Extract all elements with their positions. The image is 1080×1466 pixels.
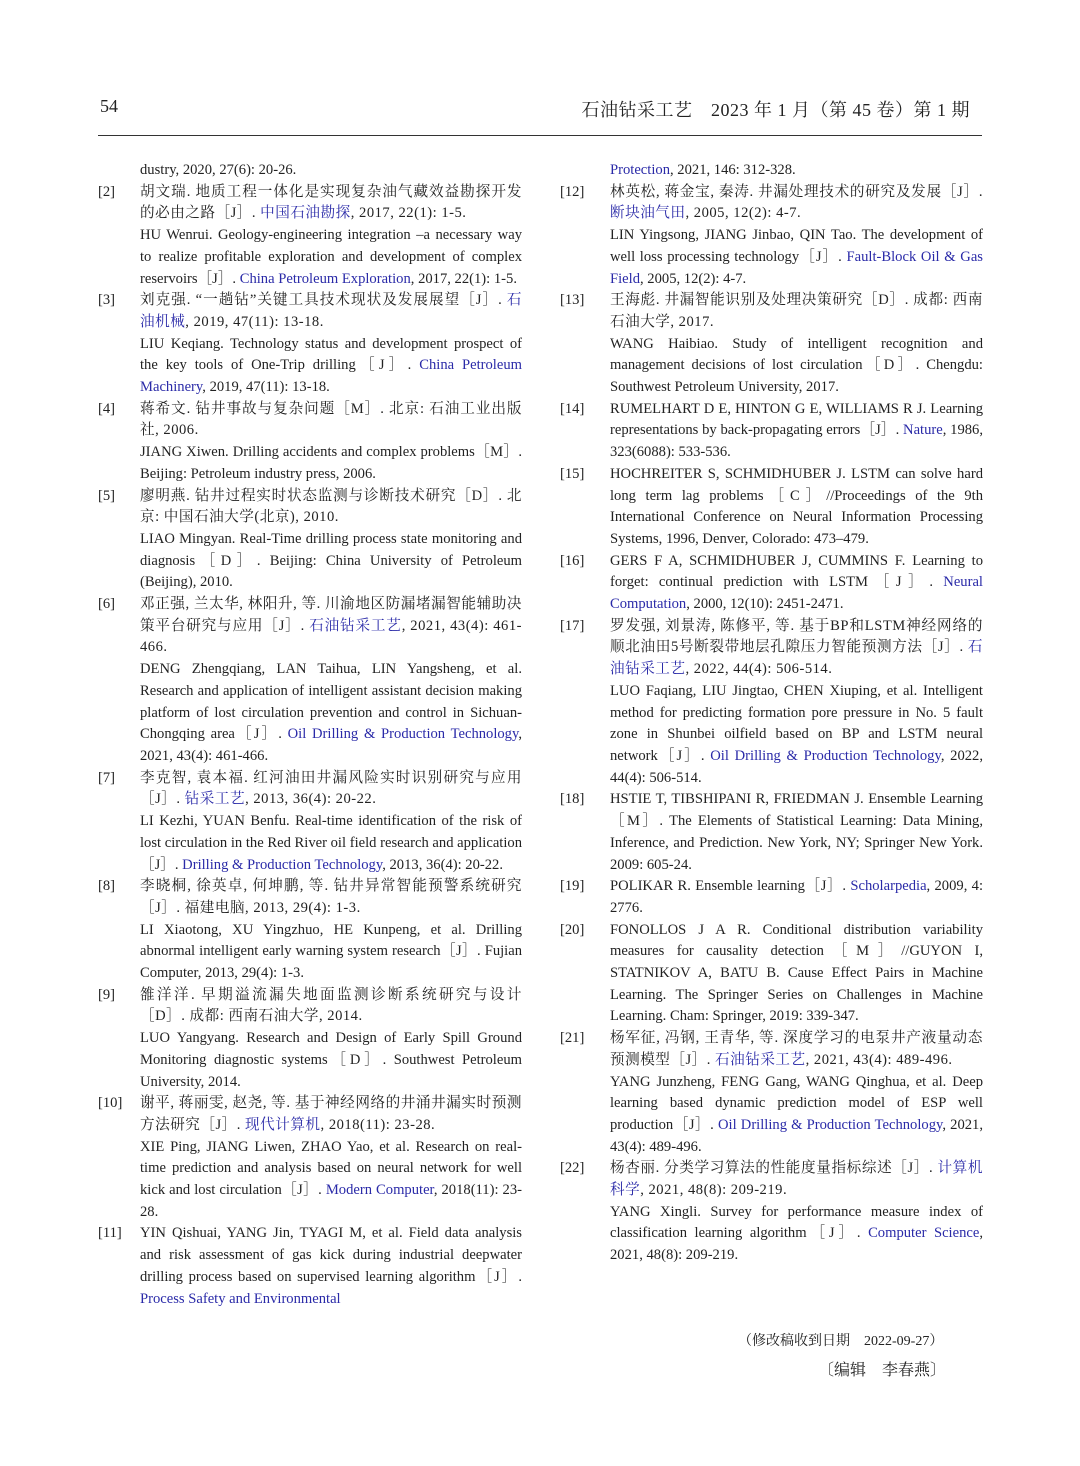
reference-body: JIANG Xiwen. Drilling accidents and complex problems［M］. Beijing: Petroleum industry press, 2006.: [140, 444, 522, 482]
page-header: [98, 96, 982, 132]
reference-text-en: [140, 1028, 522, 1093]
reference-text-en: [140, 1223, 522, 1310]
reference-body: HSTIE T, TIBSHIPANI R, FRIEDMAN J. Ensemble Learning［M］. The Elements of Statistical Learning: Data Mining, Inference, and Prediction. New York, NY; Springer New York. 2009: 605-24.: [610, 791, 983, 873]
left-column: [98, 160, 522, 1310]
reference-text-en: [610, 920, 983, 1029]
reference-tail: , 2013, 36(4): 20-22.: [245, 791, 377, 808]
reference-tail: , 2021, 43(4): 461-466.: [140, 617, 522, 656]
reference-item: [560, 876, 983, 919]
reference-body: 雒洋洋. 早期溢流漏失地面监测诊断系统研究与设计［D］. 成都: 西南石油大学, 2014.: [140, 986, 522, 1025]
journal-link[interactable]: 现代计算机: [245, 1116, 321, 1133]
reference-item: [98, 290, 522, 399]
reference-tail: , 2021, 48(8): 209-219.: [640, 1182, 788, 1199]
reference-body: YIN Qishuai, YANG Jin, TYAGI M, et al. Field data analysis and risk assessment of gas kick during industrial deepwater drilling process based on supervised learning algorithm［J］.: [140, 1225, 522, 1285]
right-column: [560, 160, 983, 1267]
reference-body: LUO Faqiang, LIU Jingtao, CHEN Xiuping, et al. Intelligent method for predicting formation pore pressure in No. 5 fault zone in Shunbei oilfield based on BP and LSTM neural network［J］.: [610, 682, 983, 764]
reference-item: [98, 876, 522, 985]
journal-link[interactable]: Modern Computer: [325, 1182, 434, 1199]
journal-link[interactable]: 中国石油勘探: [260, 205, 351, 222]
reference-text-en: [610, 1072, 983, 1159]
reference-number: [21]: [560, 1030, 585, 1047]
reference-number: [13]: [560, 292, 585, 309]
journal-link[interactable]: 石油钻采工艺: [715, 1051, 806, 1068]
reference-text-zh: [140, 290, 522, 333]
reference-continuation: [98, 160, 522, 182]
reference-body: 廖明燕. 钻井过程实时状态监测与诊断技术研究［D］. 北京: 中国石油大学(北京), 2010.: [140, 487, 522, 526]
reference-item: [98, 985, 522, 1094]
reference-tail: , 1986, 323(6088): 533-536.: [610, 422, 983, 461]
reference-text-zh: [140, 594, 522, 659]
reference-text-en: [140, 811, 522, 876]
reference-tail: , 2017, 22(1): 1-5.: [410, 270, 517, 287]
left-reference-list: [98, 182, 522, 1311]
reference-body: 杨军征, 冯钢, 王青华, 等. 深度学习的电泵井产液量动态预测模型［J］.: [610, 1030, 983, 1068]
reference-item: [98, 486, 522, 595]
reference-text-en: [140, 659, 522, 768]
reference-text-en: [610, 789, 983, 876]
reference-body: LUO Yangyang. Research and Design of Early Spill Ground Monitoring diagnostic systems［D］. Southwest Petroleum University, 2014.: [140, 1030, 522, 1090]
reference-text-zh: [140, 182, 522, 225]
reference-body: DENG Zhengqiang, LAN Taihua, LIN Yangsheng, et al. Research and application of intelligent assistant decision making platform of lost circulation prevention and control in Sichuan-Chongqing area［J］.: [140, 661, 522, 743]
reference-text-en: [610, 225, 983, 290]
continuation-text: , 2021, 146: 312-328.: [670, 162, 796, 178]
journal-link[interactable]: China Petroleum Exploration: [239, 270, 411, 287]
reference-tail: , 2018(11): 23-28.: [320, 1116, 436, 1133]
reference-text-zh: [140, 876, 522, 919]
journal-link[interactable]: Drilling & Production Technology: [182, 856, 383, 873]
reference-item: [98, 768, 522, 877]
reference-number: [16]: [560, 552, 585, 569]
reference-number: [2]: [98, 183, 116, 200]
reference-number: [8]: [98, 878, 116, 895]
reference-body: RUMELHART D E, HINTON G E, WILLIAMS R J. Learning representations by back-propagating errors［J］.: [610, 400, 983, 439]
reference-item: [560, 464, 983, 551]
reference-tail: , 2019, 47(11): 13-18.: [202, 379, 330, 396]
journal-link[interactable]: Neural Computation: [610, 574, 983, 613]
journal-link[interactable]: 石油钻采工艺: [610, 639, 983, 678]
reference-number: [20]: [560, 921, 585, 938]
reference-body: LI Kezhi, YUAN Benfu. Real-time identification of the risk of lost circulation in the Red River oil field research and application［J］.: [140, 813, 522, 873]
reference-text-zh: [140, 486, 522, 529]
reference-text-zh: [140, 768, 522, 811]
reference-text-zh: [140, 1093, 522, 1136]
journal-link[interactable]: 钻采工艺: [184, 791, 246, 808]
reference-text-en: [140, 334, 522, 399]
reference-body: 谢平, 蒋丽雯, 赵尧, 等. 基于神经网络的井涌井漏实时预测方法研究［J］.: [140, 1095, 522, 1133]
reference-tail: , 2022, 44(4): 506-514.: [685, 661, 833, 678]
reference-body: XIE Ping, JIANG Liwen, ZHAO Yao, et al. Research on real-time prediction and analysis based on neural network for well kick and lost circulation［J］.: [140, 1138, 522, 1199]
reference-number: [15]: [560, 465, 585, 482]
header-rule: [98, 135, 982, 136]
journal-link[interactable]: 计算机科学: [610, 1160, 983, 1199]
journal-link[interactable]: 断块油气田: [610, 205, 686, 222]
reference-body: LIN Yingsong, JIANG Jinbao, QIN Tao. The development of well loss processing technology［J］.: [610, 227, 983, 265]
reference-number: [4]: [98, 400, 116, 417]
reference-text-en: [140, 920, 522, 985]
journal-link[interactable]: Scholarpedia: [850, 878, 927, 895]
reference-body: 杨杏丽. 分类学习算法的性能度量指标综述［J］.: [610, 1160, 938, 1177]
reference-item: [560, 399, 983, 464]
reference-text-en: [140, 1137, 522, 1224]
reference-body: LIAO Mingyan. Real-Time drilling process state monitoring and diagnosis［D］. Beijing: China University of Petroleum (Beijing), 2010.: [140, 530, 522, 591]
reference-text-zh: [140, 399, 522, 442]
reference-text-en: [140, 225, 522, 290]
page-number: 54: [100, 96, 118, 116]
reference-text-zh: [610, 1158, 983, 1201]
reference-tail: , 2021, 43(4): 489-496.: [610, 1116, 984, 1155]
reference-tail: , 2021, 48(8): 209-219.: [610, 1225, 983, 1264]
reference-number: [17]: [560, 617, 585, 634]
journal-link[interactable]: Protection: [610, 162, 670, 178]
reference-text-en: [140, 442, 522, 485]
reference-tail: , 2018(11): 23-28.: [140, 1182, 522, 1220]
reference-body: LI Xiaotong, XU Yingzhuo, HE Kunpeng, et al. Drilling abnormal intelligent early warning system research［J］. Fujian Computer, 2013, 29(4): 1-3.: [140, 921, 522, 982]
reference-body: HOCHREITER S, SCHMIDHUBER J. LSTM can solve hard long term lag problems［C］//Proceedings of the 9th International Conference on Neural Information Processing Systems, 1996, Denver, Colorado: 473–479.: [610, 465, 983, 547]
reference-item: [560, 616, 983, 790]
reference-body: YANG Junzheng, FENG Gang, WANG Qinghua, et al. Deep learning based dynamic prediction model of ESP well production［J］.: [610, 1073, 983, 1133]
reference-item: [98, 1093, 522, 1223]
reference-body: YANG Xingli. Survey for performance measure index of classification learning algorithm［J］.: [610, 1203, 983, 1242]
reference-number: [9]: [98, 986, 116, 1003]
journal-link[interactable]: 石油机械: [140, 292, 522, 330]
reference-text-en: [610, 876, 983, 919]
reference-text-en: [610, 681, 983, 790]
journal-link[interactable]: China Petroleum Machinery: [140, 357, 522, 396]
reference-text-zh: [140, 985, 522, 1028]
reference-body: 李晓桐, 徐英卓, 何坤鹏, 等. 钻井异常智能预警系统研究［J］. 福建电脑, 2013, 29(4): 1-3.: [140, 878, 522, 916]
reference-body: 刘克强. “一趟钻”关键工具技术现状及发展展望［J］.: [140, 292, 507, 309]
reference-body: 罗发强, 刘景涛, 陈修平, 等. 基于BP和LSTM神经网络的顺北油田5号断裂带地层孔隙压力智能预测方法［J］.: [610, 617, 983, 656]
revision-date-note: （修改稿收到日期 2022-09-27）: [738, 1334, 944, 1349]
reference-body: 王海彪. 井漏智能识别及处理决策研究［D］. 成都: 西南石油大学, 2017.: [610, 292, 983, 330]
reference-item: [98, 182, 522, 291]
reference-item: [560, 551, 983, 616]
reference-item: [560, 182, 983, 291]
reference-item: [98, 594, 522, 768]
reference-tail: , 2017, 22(1): 1-5.: [350, 205, 467, 222]
reference-text-en: [140, 529, 522, 594]
reference-item: [560, 1158, 983, 1267]
reference-item: [560, 789, 983, 876]
reference-body: WANG Haibiao. Study of intelligent recognition and management decisions of lost circulation［D］. Chengdu: Southwest Petroleum University, 2017.: [610, 335, 983, 396]
continuation-text: dustry, 2020, 27(6): 20-26.: [140, 162, 297, 178]
reference-text-zh: [610, 1028, 983, 1071]
reference-item: [560, 1028, 983, 1158]
reference-tail: , 2005, 12(2): 4-7.: [685, 205, 802, 222]
reference-number: [19]: [560, 878, 585, 895]
reference-number: [6]: [98, 596, 116, 613]
reference-item: [560, 290, 983, 399]
reference-tail: , 2019, 47(11): 13-18.: [185, 313, 324, 330]
journal-link[interactable]: Computer Science: [868, 1225, 980, 1242]
reference-text-en: [610, 464, 983, 551]
reference-number: [10]: [98, 1095, 123, 1112]
reference-body: 李克智, 袁本福. 红河油田井漏风险实时识别研究与应用［J］.: [140, 769, 522, 808]
reference-number: [3]: [98, 292, 116, 309]
reference-tail: , 2021, 43(4): 489-496.: [805, 1051, 953, 1068]
reference-tail: , 2000, 12(10): 2451-2471.: [686, 596, 844, 613]
reference-number: [7]: [98, 769, 116, 786]
editor-note: 〔编辑 李春燕〕: [818, 1362, 947, 1379]
reference-body: POLIKAR R. Ensemble learning［J］.: [610, 878, 851, 895]
reference-body: 邓正强, 兰太华, 林阳升, 等. 川渝地区防漏堵漏智能辅助决策平台研究与应用［J］.: [140, 596, 522, 634]
journal-link[interactable]: Process Safety and Environmental: [140, 1290, 341, 1307]
reference-text-en: [610, 399, 983, 464]
reference-item: [560, 920, 983, 1029]
reference-number: [22]: [560, 1160, 585, 1177]
journal-info: 石油钻采工艺 2023 年 1 月（第 45 卷）第 1 期: [581, 100, 970, 120]
journal-link[interactable]: Fault-Block Oil & Gas Field: [610, 248, 983, 287]
reference-item: [98, 1223, 522, 1310]
reference-text-zh: [610, 182, 983, 225]
journal-link[interactable]: Nature: [903, 422, 943, 439]
reference-body: 胡文瑞. 地质工程一体化是实现复杂油气藏效益勘探开发的必由之路［J］.: [140, 183, 522, 222]
right-reference-list: [560, 182, 983, 1267]
reference-tail: , 2021, 43(4): 461-466.: [140, 726, 522, 764]
reference-text-en: [610, 334, 983, 399]
journal-link[interactable]: Oil Drilling & Production Technology: [710, 747, 941, 764]
journal-link[interactable]: Oil Drilling & Production Technology: [287, 726, 519, 743]
journal-link[interactable]: 石油钻采工艺: [309, 617, 402, 634]
reference-tail: , 2009, 4: 2776.: [610, 878, 983, 916]
reference-number: [18]: [560, 791, 585, 808]
reference-body: HU Wenrui. Geology-engineering integration –a necessary way to realize profitable exploration and development of complex reservoirs［J］.: [140, 227, 522, 287]
reference-body: 蒋希文. 钻井事故与复杂问题［M］. 北京: 石油工业出版社, 2006.: [140, 400, 522, 439]
reference-continuation: [560, 160, 983, 182]
reference-body: 林英松, 蒋金宝, 秦涛. 井漏处理技术的研究及发展［J］.: [610, 183, 983, 200]
reference-body: FONOLLOS J A R. Conditional distribution variability measures for causality detection［M］//GUYON I, STATNIKOV A, BATU B. Cause Effect Pairs in Machine Learning. The Springer Series on Challenges in Machine Learning. Cham: Springer, 2019: 339-347.: [610, 921, 983, 1025]
reference-item: [98, 399, 522, 486]
reference-number: [12]: [560, 183, 585, 200]
reference-tail: , 2022, 44(4): 506-514.: [610, 747, 983, 786]
reference-body: LIU Keqiang. Technology status and development prospect of the key tools of One-Trip drilling［J］.: [140, 335, 522, 374]
reference-tail: , 2013, 36(4): 20-22.: [382, 856, 503, 873]
reference-text-zh: [610, 616, 983, 681]
reference-number: [5]: [98, 487, 116, 504]
journal-link[interactable]: Oil Drilling & Production Technology: [717, 1116, 943, 1133]
reference-text-en: [610, 551, 983, 616]
reference-body: GERS F A, SCHMIDHUBER J, CUMMINS F. Learning to forget: continual prediction with LSTM［J］.: [610, 552, 983, 591]
reference-number: [11]: [98, 1225, 122, 1242]
reference-number: [14]: [560, 400, 585, 417]
reference-tail: , 2005, 12(2): 4-7.: [640, 270, 747, 287]
reference-text-zh: [610, 290, 983, 333]
reference-text-en: [610, 1202, 983, 1267]
